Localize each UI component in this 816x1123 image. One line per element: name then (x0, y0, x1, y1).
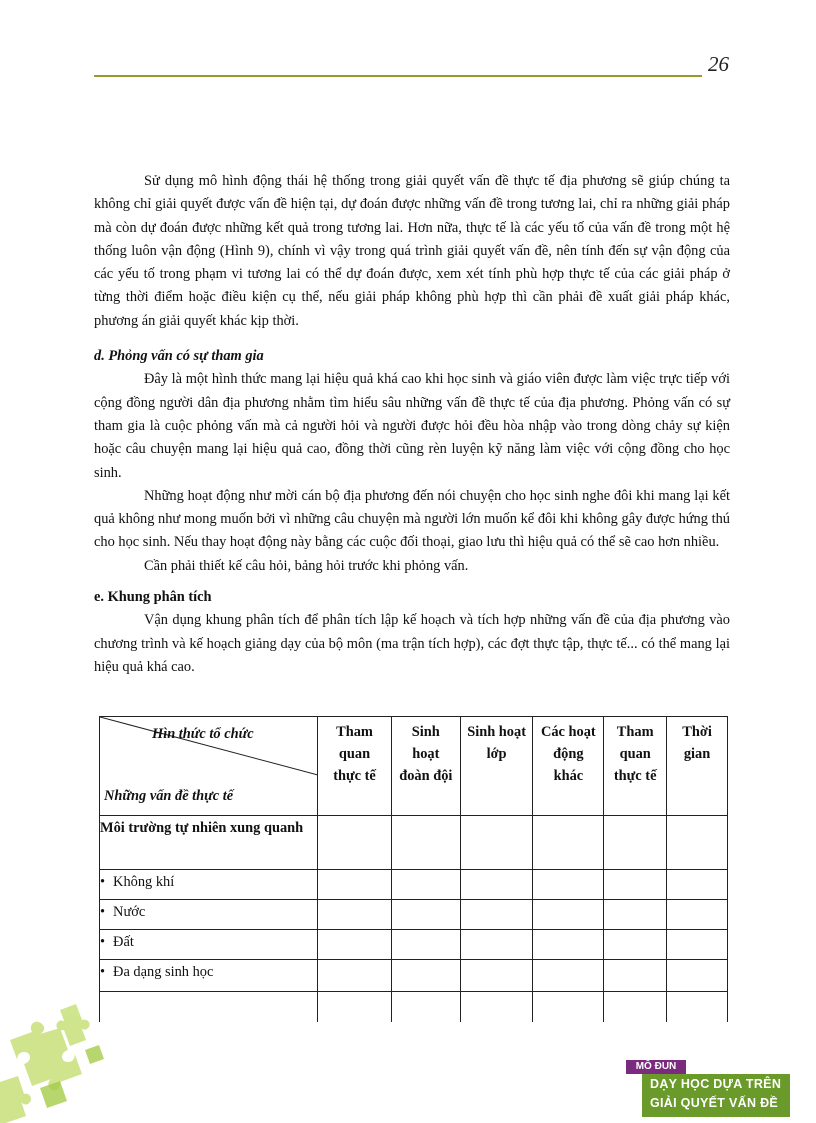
column-header-line: lớp (486, 746, 507, 762)
page-number: 26 (708, 52, 729, 76)
table-cell (533, 900, 604, 930)
bullet-icon: • (100, 904, 106, 920)
corner-label-top: Hìn thức tổ chức (152, 726, 254, 742)
table-cell (391, 816, 460, 870)
table-cell (460, 960, 533, 992)
row-label-text: Không khí (113, 874, 175, 890)
table-row (100, 870, 728, 900)
row-label (100, 870, 318, 900)
table-cell (318, 930, 392, 960)
puzzle-decoration-icon (0, 990, 130, 1123)
table-cell (460, 870, 533, 900)
table-cell (667, 816, 728, 870)
table-corner-cell (100, 717, 318, 816)
paragraph: Đây là một hình thức mang lại hiệu quả khá cao khi học sinh và giáo viên được làm việc trực tiếp với cộng đồng người dân địa phương nhằm tìm hiểu sâu những vấn đề thực tế của địa phương. Phỏng vấn có sự tham gia là cuộc phỏng vấn mà cả người hỏi và người được hỏi đều hòa nhập vào trong dòng chảy sự kiện hoặc câu chuyện mang lại hiệu quả cao, đồng thời cũng rèn luyện kỹ năng làm việc với cộng đồng cho học sinh. (94, 371, 730, 481)
table-cell (533, 960, 604, 992)
paragraph: Sử dụng mô hình động thái hệ thống trong giải quyết vấn đề thực tế địa phương sẽ giúp chúng ta không chỉ giải quyết được vấn đề hiện tại, dự đoán được những vấn đề trong tương lai, chỉ ra những giải pháp mà còn dự đoán được những kết quả trong tương lai. Hơn nữa, thực tế là các yếu tố của vấn đề trong một hệ thống luôn vận động (Hình 9), chính vì vậy trong quá trình giải quyết vấn đề, nên tính đến sự vận động của các yếu tố trong phạm vi tương lai có thể dự đoán được, xem xét tính phù hợp thực tế của các giải pháp ở từng thời điểm hoặc điều kiện cụ thể, nếu giải pháp không phù hợp thì cần phải đề xuất giải pháp khác, phương án giải quyết khác kịp thời. (94, 173, 730, 329)
table-cell (667, 870, 728, 900)
column-header-line: Tham (616, 724, 654, 740)
table-cell (391, 870, 460, 900)
module-title-line: DẠY HỌC DỰA TRÊN (650, 1077, 782, 1091)
body-text (94, 170, 730, 679)
table-cell (318, 992, 392, 1023)
paragraph: Những hoạt động như mời cán bộ địa phương đến nói chuyện cho học sinh nghe đôi khi mang lại kết quả không như mong muốn bởi vì những câu chuyện mà người lớn muốn kể đôi khi không gây được hứng thú cho học sinh. Nếu thay hoạt động này bằng các cuộc đối thoại, giao lưu thì hiệu quả có thể sẽ cao hơn nhiều. (94, 487, 730, 551)
column-header-line: Thời (682, 724, 712, 740)
bullet-icon: • (100, 964, 106, 980)
table-cell (604, 930, 667, 960)
column-header (391, 717, 460, 816)
table-cell (318, 870, 392, 900)
paragraph: Vận dụng khung phân tích để phân tích lập kế hoạch và tích hợp những vấn đề của địa phương vào chương trình và kế hoạch giảng dạy của bộ môn (ma trận tích hợp), các đợt thực tập, thực tế... có thể mang lại hiệu quả khá cao. (94, 612, 730, 675)
table-cell (604, 816, 667, 870)
table-cell (391, 900, 460, 930)
table-cell (460, 992, 533, 1023)
column-header-line: Sinh (411, 724, 440, 740)
column-header-line: hoạt (412, 746, 440, 762)
row-label (100, 960, 318, 992)
table-cell (604, 960, 667, 992)
table-cell (667, 900, 728, 930)
table-cell (318, 816, 392, 870)
row-label (100, 930, 318, 960)
column-header (460, 717, 533, 816)
table-cell (318, 960, 392, 992)
column-header-line: thực tế (333, 768, 376, 784)
row-label (100, 900, 318, 930)
table-cell (533, 816, 604, 870)
module-tag: MÔ ĐUN (626, 1060, 686, 1074)
column-header-line: quan (619, 746, 651, 762)
analysis-frame-table (99, 716, 728, 1022)
table-cell (604, 992, 667, 1023)
row-label-text: Nước (113, 904, 146, 920)
table-row (100, 960, 728, 992)
table-cell (604, 900, 667, 930)
table-cell (391, 930, 460, 960)
header-rule (94, 75, 702, 77)
table-cell (460, 816, 533, 870)
table-cell (391, 960, 460, 992)
table-row (100, 900, 728, 930)
table-cell (667, 992, 728, 1023)
bullet-icon: • (100, 934, 106, 950)
table-cell (460, 900, 533, 930)
row-label-text: Đa dạng sinh học (113, 964, 214, 980)
table-cell (533, 870, 604, 900)
section-heading-d: d. Phỏng vấn có sự tham gia (94, 348, 264, 365)
table-row (100, 816, 728, 870)
paragraph: Cần phải thiết kế câu hỏi, bảng hỏi trước khi phỏng vấn. (144, 557, 469, 574)
table-cell (391, 992, 460, 1023)
column-header-line: quan (338, 746, 371, 762)
row-label-text: Đất (113, 934, 134, 950)
column-header-line: khác (553, 768, 584, 784)
table-cell (667, 960, 728, 992)
column-header (533, 717, 604, 816)
column-header-line: Tham (336, 724, 373, 740)
table-cell (667, 930, 728, 960)
table-cell (533, 930, 604, 960)
table-row (100, 930, 728, 960)
column-header-line: đoàn đội (399, 768, 453, 784)
column-header-line: gian (683, 746, 711, 762)
column-header (318, 717, 392, 816)
column-header-line: Sinh hoạt (467, 724, 526, 740)
table-cell (318, 900, 392, 930)
corner-label-bottom: Những vấn đề thực tế (104, 788, 234, 804)
column-header-line: Các hoạt (540, 724, 596, 740)
column-header-line: động (553, 746, 584, 762)
section-heading-e: e. Khung phân tích (94, 589, 212, 606)
bullet-icon: • (100, 874, 106, 890)
column-header (604, 717, 667, 816)
row-heading: Môi trường tự nhiên xung quanh (100, 816, 318, 870)
column-header-line: thực tế (613, 768, 657, 784)
table-row (100, 992, 728, 1023)
table-cell (460, 930, 533, 960)
column-header (667, 717, 728, 816)
table-cell (533, 992, 604, 1023)
table-cell (100, 992, 318, 1023)
table-cell (604, 870, 667, 900)
module-title-line: GIẢI QUYẾT VẤN ĐỀ (650, 1096, 779, 1110)
